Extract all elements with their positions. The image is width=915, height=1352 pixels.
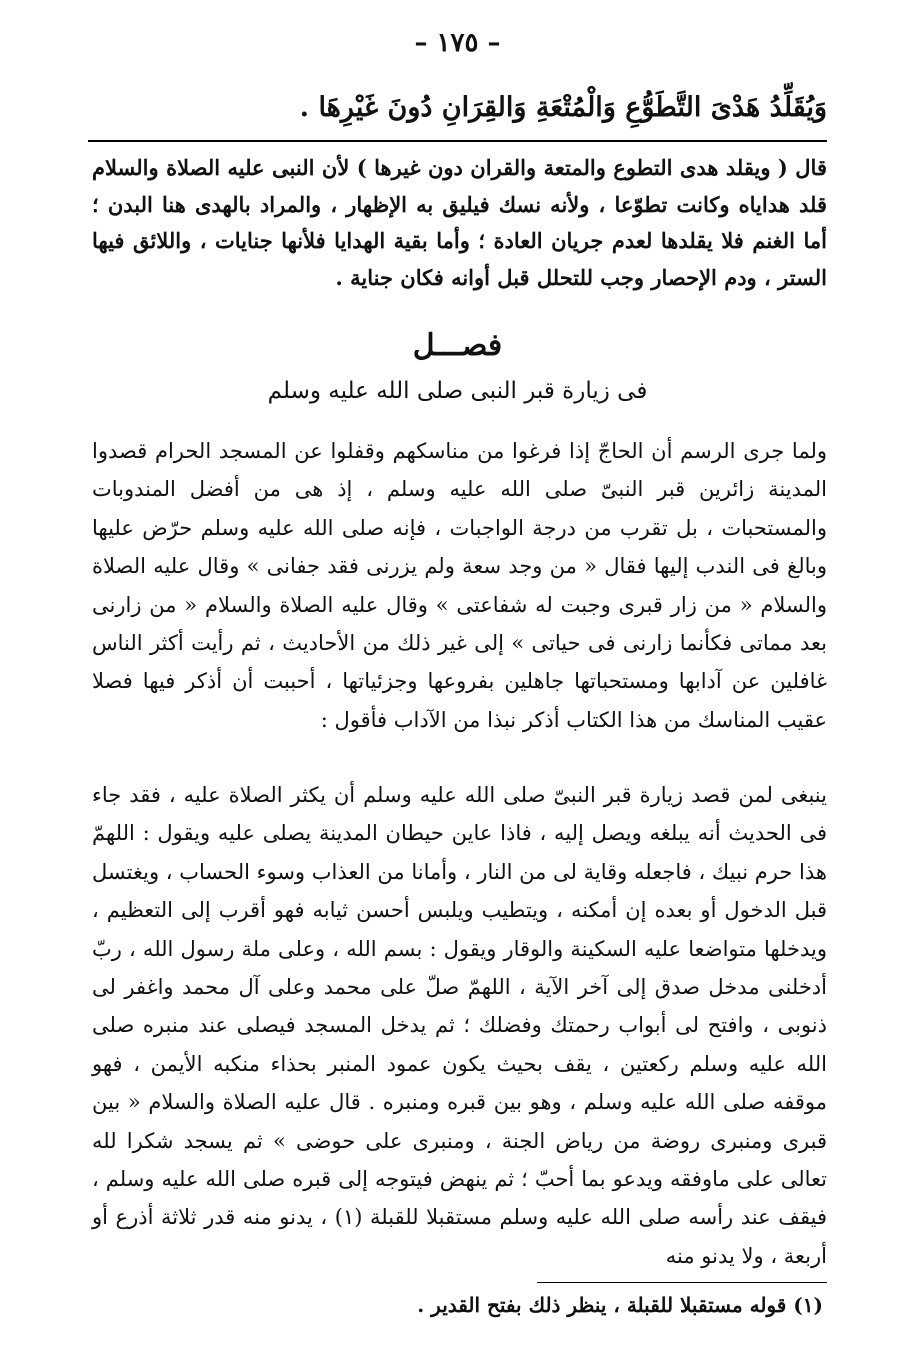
body-paragraph-1: ولما جرى الرسم أن الحاجّ إذا فرغوا من مناسكهم وقفلوا عن المسجد الحرام قصدوا المدينة زائرين قبر النبىّ صلى الله عليه وسلم ، إذ هى من أفضل المندوبات والمستحبات ، بل تقرب من درجة الواجبات ، فإنه صلى الله عليه وسلم حرّض عليها وبالغ فى الندب إليها فقال « من وجد سعة ولم يزرنى فقد جفانى » وقال عليه الصلاة والسلام « من زار قبرى وجبت له شفاعتى » وقال عليه الصلاة والسلام « من زارنى بعد مماتى فكأنما زارنى فى حياتى » إلى غير ذلك من الأحاديث ، ثم رأيت أكثر الناس غافلين عن آدابها ومستحباتها جاهلين بفروعها وجزئياتها ، أحببت أن أذكر فيها فصلا عقيب المناسك من هذا الكتاب أذكر نبذا من الآداب فأقول : — [92, 439, 827, 732]
section-title: فصـــل — [412, 328, 503, 363]
commentary-text: قال ( ويقلد هدى التطوع والمتعة والقران دون غيرها ) لأن النبى عليه الصلاة والسلام قلد هداياه وكانت تطوّعا ، ولأنه نسك فيليق به الإظهار ، والمراد بالهدى هنا البدن ؛ أما الغنم فلا يقلدها لعدم جريان العادة ؛ وأما بقية الهدايا فلأنها جنايات ، واللائق فيها الستر ، ودم الإحصار وجب للتحلل قبل أوانه فكان جناية . — [92, 155, 827, 290]
body-paragraph-2: ينبغى لمن قصد زيارة قبر النبىّ صلى الله عليه وسلم أن يكثر الصلاة عليه ، فقد جاء فى الحديث أنه يبلغه ويصل إليه ، فاذا عاين حيطان المدينة يصلى عليه ويقول : اللهمّ هذا حرم نبيك ، فاجعله وقاية لى من النار ، وأمانا من العذاب وسوء الحساب ، ويغتسل قبل الدخول أو بعده إن أمكنه ، ويتطيب ويلبس أحسن ثيابه فهو أقرب إلى التعظيم ، ويدخلها متواضعا عليه السكينة والوقار ويقول : بسم الله ، وعلى ملة رسول الله ، ربّ أدخلنى مدخل صدق إلى آخر الآية ، اللهمّ صلّ على محمد وعلى آل محمد واغفر لى ذنوبى ، وافتح لى أبواب رحمتك وفضلك ؛ ثم يدخل المسجد فيصلى عند منبره صلى الله عليه وسلم ركعتين ، يقف بحيث يكون عمود المنبر بحذاء منكبه الأيمن ، فهو موقفه صلى الله عليه وسلم ، وهو بين قبره ومنبره . قال عليه الصلاة والسلام « بين قبرى ومنبرى روضة من رياض الجنة ، ومنبرى على حوضى » ثم يسجد شكرا لله تعالى على ماوفقه ويدعو بما أحبّ ؛ ثم ينهض فيتوجه إلى قبره صلى الله عليه وسلم ، فيقف عند رأسه صلى الله عليه وسلم مستقبلا للقبلة (١) ، يدنو منه قدر ثلاثة أذرع أو أربعة ، ولا يدنو منه — [92, 783, 828, 1268]
page-number: – ١٧٥ – — [414, 28, 501, 58]
footnote-divider — [537, 1282, 827, 1283]
section-subtitle: فى زيارة قبر النبى صلى الله عليه وسلم — [267, 378, 648, 404]
matn-divider — [88, 140, 827, 142]
footnote: (١) قوله مستقبلا للقبلة ، ينظر ذلك بفتح القدير . — [417, 1293, 823, 1317]
matn-text: وَيُقَلِّدُ هَدْىَ التَّطَوُّعِ وَالْمُتْعَةِ وَالقِرَانِ دُونَ غَيْرِهَا . — [299, 92, 827, 123]
